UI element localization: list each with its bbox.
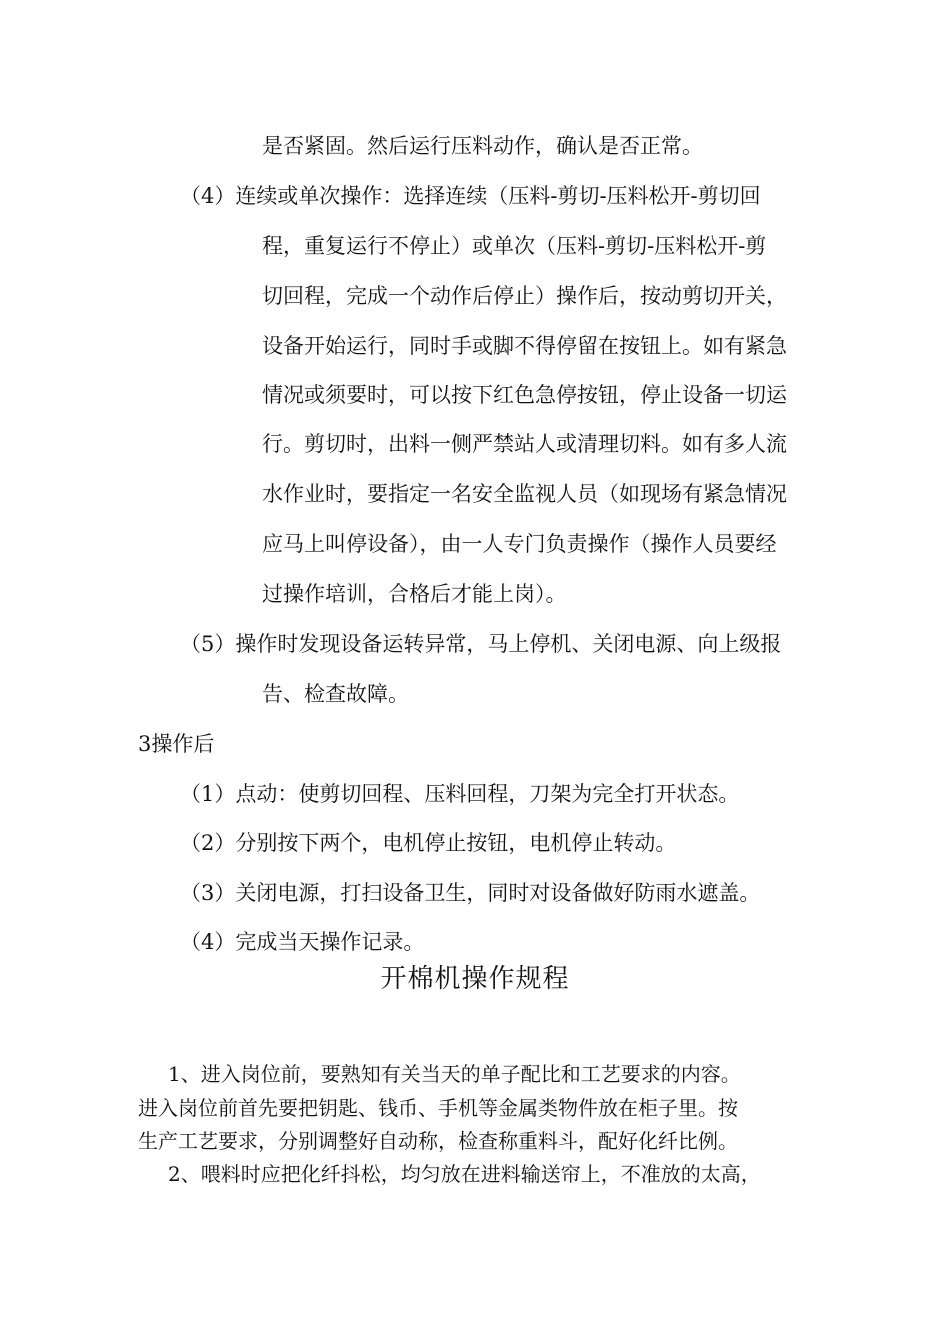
item4-line-3: 切回程，完成一个动作后停止）操作后，按动剪切开关， [262,284,787,308]
item4-line-2: 程，重复运行不停止）或单次（压料-剪切-压料松开-剪 [262,234,767,258]
doc2-line-4: 2、喂料时应把化纤抖松，均匀放在进料输送帘上，不准放的太高， [168,1162,761,1186]
item3-continuation: 是否紧固。然后运行压料动作，确认是否正常。 [262,134,703,158]
item5-line-1: （5）操作时发现设备运转异常，马上停机、关闭电源、向上级报 [180,632,782,656]
item4-line-9: 过操作培训，合格后才能上岗）。 [262,582,567,606]
doc2-line-2: 进入岗位前首先要把钥匙、钱币、手机等金属类物件放在柜子里。按 [138,1096,738,1120]
doc2-line-3: 生产工艺要求，分别调整好自动称，检查称重料斗，配好化纤比例。 [138,1129,738,1153]
after-item-1: （1）点动：使剪切回程、压料回程，刀架为完全打开状态。 [180,782,740,806]
section3-heading: 3操作后 [138,732,215,756]
item4-line-5: 情况或须要时，可以按下红色急停按钮，停止设备一切运 [262,383,787,407]
item5-line-2: 告、检查故障。 [262,682,409,706]
item4-line-4: 设备开始运行，同时手或脚不得停留在按钮上。如有紧急 [262,334,787,358]
item4-line-8: 应马上叫停设备），由一人专门负责操作（操作人员要经 [262,532,777,556]
doc2-line-1: 1、进入岗位前，要熟知有关当天的单子配比和工艺要求的内容。 [168,1062,741,1086]
after-item-2: （2）分别按下两个，电机停止按钮，电机停止转动。 [180,831,677,855]
item4-line-6: 行。剪切时，出料一侧严禁站人或清理切料。如有多人流 [262,432,787,456]
doc2-title: 开棉机操作规程 [380,964,570,994]
item4-line-1: （4）连续或单次操作：选择连续（压料-剪切-压料松开-剪切回 [180,184,761,208]
item4-line-7: 水作业时，要指定一名安全监视人员（如现场有紧急情况 [262,482,787,506]
after-item-4: （4）完成当天操作记录。 [180,930,425,954]
after-item-3: （3）关闭电源，打扫设备卫生，同时对设备做好防雨水遮盖。 [180,881,761,905]
